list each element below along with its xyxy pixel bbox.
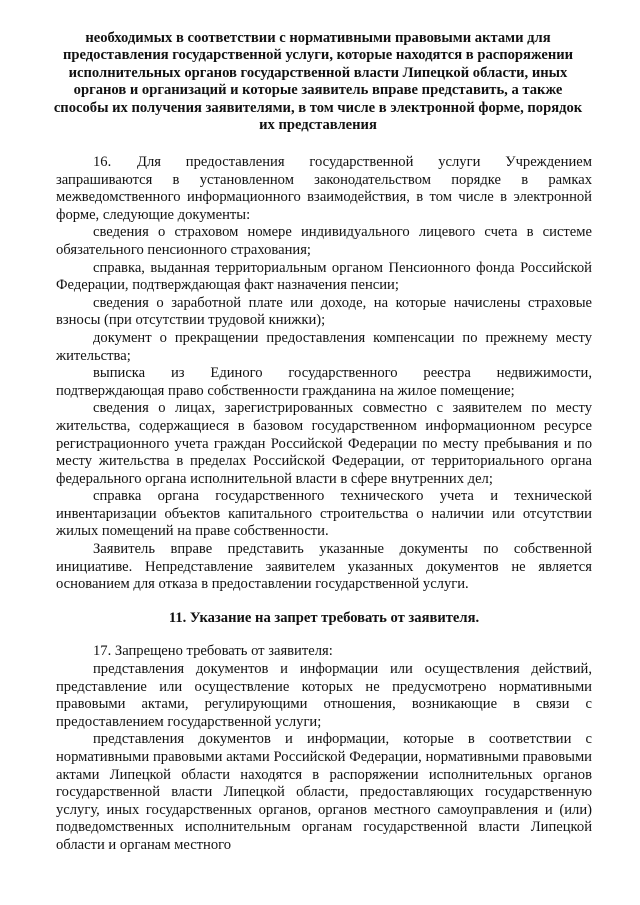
list-item: сведения о страховом номере индивидуального лицевого счета в системе обязательного пенсионного страхования; [56, 224, 592, 258]
spacer [56, 594, 592, 610]
list-item: документ о прекращении предоставления компенсации по прежнему месту жительства; [56, 329, 592, 364]
list-item: справка, выданная территориальным органом Пенсионного фонда Российской Федерации, подтверждающая факт назначения пенсии; [56, 259, 592, 294]
paragraph-16-intro [56, 154, 592, 224]
spacer [56, 627, 592, 643]
paragraph-applicant-right: Заявитель вправе представить указанные документы по собственной инициативе. Непредставление заявителем указанных документов не является основанием для отказа в предоставлении государственной услуги. [56, 541, 592, 593]
list-item: сведения о заработной плате или доходе, на которые начислены страховые взносы (при отсутствии трудовой книжки); [56, 294, 592, 329]
list-item: выписка из Единого государственного реестра недвижимости, подтверждающая право собственности гражданина на жилое помещение; [56, 365, 592, 399]
document-body [56, 154, 592, 855]
paragraph-text: Для предоставления государственной услуги Учреждением запрашиваются в установленном законодательством порядке в рамках межведомственного информационного взаимодействия, в том числе в электронной форме, следующие документы: [56, 154, 592, 223]
paragraph-17-intro: 17. Запрещено требовать от заявителя: [93, 643, 333, 660]
list-item: сведения о лицах, зарегистрированных совместно с заявителем по месту жительства, содержащиеся в базовом государственном информационном ресурсе регистрационного учета граждан Российской Федерации по месту пребывания и по месту жительства в пределах Российской Федерации, от территориального органа федерального органа исполнительной власти в сфере внутренних дел; [56, 400, 592, 487]
list-item: справка органа государственного технического учета и технической инвентаризации объектов капитального строительства о наличии или отсутствии жилых помещений на праве собственности. [56, 488, 592, 540]
list-item: представления документов и информации или осуществления действий, представление или осуществление которых не предусмотрено нормативными правовыми актами, регулирующими отношения, возникающие в связи с предоставлением государственной услуги; [56, 661, 592, 730]
paragraph-number: 16. [93, 154, 112, 170]
section-11-heading: 11. Указание на запрет требовать от заявителя. [168, 609, 480, 626]
list-item: представления документов и информации, которые в соответствии с нормативными правовыми актами Российской Федерации, нормативными правовыми актами Липецкой области находятся в распоряжении исполнительных органов государственной власти Липецкой области, предоставляющих государственную услугу, иных государственных органов, органов местного самоуправления и (или) подведомственных исполнительным органам государственной власти Липецкой области и органам местного [56, 731, 592, 853]
section-header-title: необходимых в соответствии с нормативными правовыми актами для предоставления государственной услуги, которые находятся в распоряжении исполнительных органов государственной власти Липецкой области, иных органов и организаций и которые заявитель вправе представить, а также способы их получения заявителями, в том числе в электронной форме, порядок их представления [53, 30, 583, 134]
